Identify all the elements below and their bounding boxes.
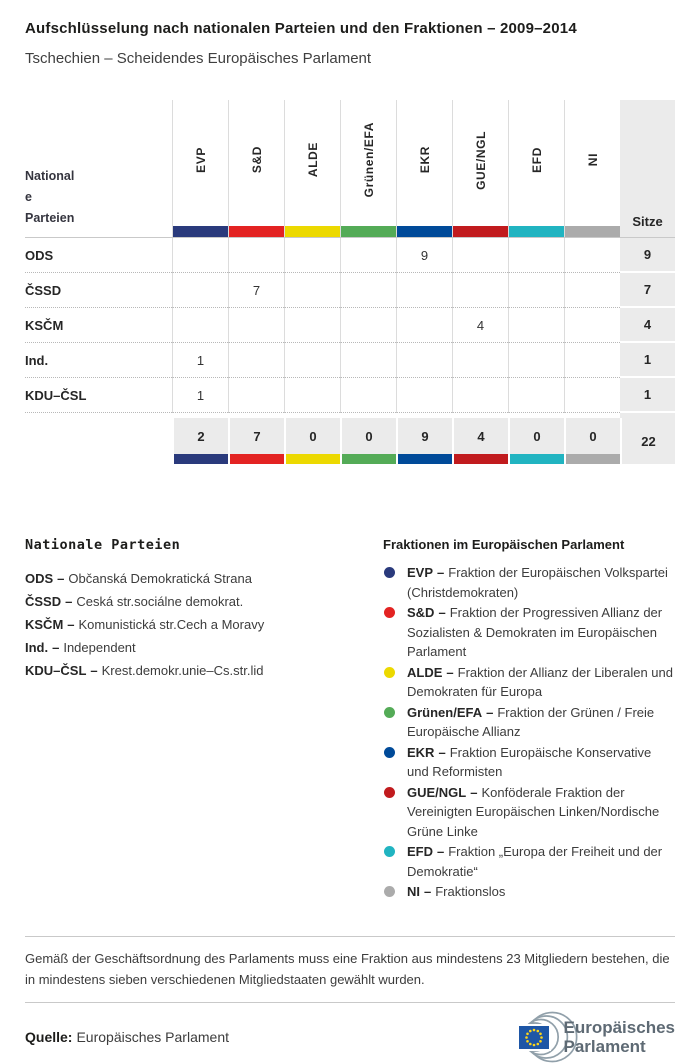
cell — [284, 238, 340, 273]
party-label: KSČM — [25, 308, 172, 343]
legend-item-efd: EFD – Fraktion „Europa der Freiheit und der Demokratie“ — [383, 842, 675, 881]
total-value: 0 — [566, 418, 620, 454]
faction-code-label: ALDE — [305, 142, 320, 178]
page-title: Aufschlüsselung nach nationalen Parteien und den Fraktionen – 2009–2014 — [25, 20, 577, 37]
faction-color-bar — [229, 226, 284, 237]
total-seats-cell: 22 — [620, 418, 675, 464]
column-header-ekr — [396, 100, 452, 237]
legend-factions-heading: Fraktionen im Europäischen Parlament — [383, 537, 625, 552]
source-row — [25, 1010, 675, 1064]
cell — [172, 308, 228, 343]
legend-item-kdu-csl: KDU–ČSL – Krest.demokr.unie–Cs.str.lid — [25, 663, 264, 678]
efd-color-dot — [384, 846, 395, 857]
cell — [508, 378, 564, 413]
faction-code-label: S&D — [249, 146, 264, 174]
cell — [508, 238, 564, 273]
legend-factions — [383, 537, 675, 903]
cell — [452, 343, 508, 378]
total-value: 2 — [174, 418, 228, 454]
faction-color-bar — [509, 226, 564, 237]
cell: 7 — [228, 273, 284, 308]
cell — [340, 238, 396, 273]
faction-color-bar — [341, 226, 396, 237]
faction-color-bar — [173, 226, 228, 237]
cell — [340, 343, 396, 378]
legend-item-gruenen-efa: Grünen/EFA – Fraktion der Grünen / Freie Europäische Allianz — [383, 703, 675, 742]
total-value: 9 — [398, 418, 452, 454]
gue-ngl-color-dot — [384, 787, 395, 798]
table-row-kdu-csl — [25, 378, 675, 413]
total-cell-efd — [508, 418, 564, 464]
faction-color-bar — [230, 454, 284, 464]
divider — [25, 1002, 675, 1003]
legend-item-gue-ngl: GUE/NGL – Konföderale Fraktion der Vereinigten Europäischen Linken/Nordische Grüne Linke — [383, 783, 675, 842]
cell — [508, 308, 564, 343]
legend-item-cssd: ČSSD – Ceská str.sociálne demokrat. — [25, 594, 244, 609]
cell — [284, 378, 340, 413]
total-value: 0 — [286, 418, 340, 454]
cell — [452, 273, 508, 308]
faction-code-label: EKR — [417, 146, 432, 174]
party-label: Ind. — [25, 343, 172, 378]
cell — [228, 308, 284, 343]
cell — [284, 273, 340, 308]
cell — [508, 343, 564, 378]
legend-section — [25, 537, 675, 903]
seats-cell: 1 — [620, 378, 675, 413]
seats-cell: 4 — [620, 308, 675, 343]
faction-code-label: NI — [585, 153, 600, 167]
ep-logo-wordmark: Europäisches Parlament — [563, 1017, 675, 1056]
cell: 4 — [452, 308, 508, 343]
legend-item-evp: EVP – Fraktion der Europäischen Volkspartei (Christdemokraten) — [383, 563, 675, 602]
faction-color-bar — [285, 226, 340, 237]
table-row-cssd — [25, 273, 675, 308]
cell — [284, 308, 340, 343]
cell — [284, 343, 340, 378]
party-label: KDU–ČSL — [25, 378, 172, 413]
legend-item-ind: Ind. – Independent — [25, 640, 136, 655]
cell: 1 — [172, 378, 228, 413]
faction-code-label: EFD — [529, 147, 544, 173]
total-cell-alde — [284, 418, 340, 464]
party-label: ČSSD — [25, 273, 172, 308]
total-cell-ni — [564, 418, 620, 464]
sd-color-dot — [384, 607, 395, 618]
footnote: Gemäß der Geschäftsordnung des Parlaments muss eine Fraktion aus mindestens 23 Mitgliedern bestehen, die in mindestens sieben verschiedenen Mitgliedstaaten gewählt wurden. — [25, 950, 670, 987]
total-value: 0 — [510, 418, 564, 454]
faction-color-bar — [453, 226, 508, 237]
ni-color-dot — [384, 886, 395, 897]
faction-color-bar — [566, 454, 620, 464]
source-text: Quelle: Europäisches Parlament — [25, 1028, 229, 1045]
total-value: 4 — [454, 418, 508, 454]
faction-code-label: EVP — [193, 147, 208, 173]
faction-color-bar — [174, 454, 228, 464]
column-header-gue-ngl — [452, 100, 508, 237]
column-header-efd — [508, 100, 564, 237]
column-header-gruenen-efa — [340, 100, 396, 237]
total-cell-sd — [228, 418, 284, 464]
table-row-ind — [25, 343, 675, 378]
legend-item-alde: ALDE – Fraktion der Allianz der Liberalen und Demokraten für Europa — [383, 663, 675, 702]
faction-color-bar — [286, 454, 340, 464]
cell — [172, 238, 228, 273]
faction-color-bar — [565, 226, 620, 237]
alde-color-dot — [384, 667, 395, 678]
cell — [340, 308, 396, 343]
column-header-alde — [284, 100, 340, 237]
cell — [564, 273, 620, 308]
cell — [396, 378, 452, 413]
column-header-sd — [228, 100, 284, 237]
total-value: 7 — [230, 418, 284, 454]
evp-color-dot — [384, 567, 395, 578]
total-value: 0 — [342, 418, 396, 454]
legend-item-sd: S&D – Fraktion der Progressiven Allianz der Sozialisten & Demokraten im Europäischen Parlament — [383, 603, 675, 662]
totals-row — [25, 418, 675, 464]
cell — [340, 273, 396, 308]
ekr-color-dot — [384, 747, 395, 758]
cell — [172, 273, 228, 308]
cell — [564, 238, 620, 273]
total-cell-evp — [172, 418, 228, 464]
faction-code-label: Grünen/EFA — [361, 122, 376, 198]
faction-color-bar — [398, 454, 452, 464]
corner-header — [25, 100, 172, 237]
column-header-evp — [172, 100, 228, 237]
cell: 9 — [396, 238, 452, 273]
table-header-row — [25, 100, 675, 238]
total-cell-gue-ngl — [452, 418, 508, 464]
faction-code-label: GUE/NGL — [473, 130, 488, 190]
legend-parties-heading: Nationale Parteien — [25, 537, 181, 553]
ep-hemicycle-icon — [487, 1010, 555, 1064]
gruenen-efa-color-dot — [384, 707, 395, 718]
table-row-kscm — [25, 308, 675, 343]
corner-header-label: Nationale Parteien — [25, 169, 75, 225]
total-cell-ekr — [396, 418, 452, 464]
table-row-ods — [25, 238, 675, 273]
legend-item-ni: NI – Fraktionslos — [383, 882, 675, 902]
cell — [452, 238, 508, 273]
cell — [564, 308, 620, 343]
total-cell-gruenen-efa — [340, 418, 396, 464]
legend-item-ekr: EKR – Fraktion Europäische Konservative und Reformisten — [383, 743, 675, 782]
party-label: ODS — [25, 238, 172, 273]
cell — [452, 378, 508, 413]
cell: 1 — [172, 343, 228, 378]
cell — [396, 308, 452, 343]
seats-table — [25, 100, 675, 464]
cell — [508, 273, 564, 308]
seats-cell: 7 — [620, 273, 675, 308]
faction-color-bar — [397, 226, 452, 237]
cell — [564, 378, 620, 413]
cell — [228, 378, 284, 413]
cell — [228, 238, 284, 273]
cell — [564, 343, 620, 378]
european-parliament-logo — [487, 1010, 676, 1064]
page-subtitle: Tschechien – Scheidendes Europäisches Parlament — [25, 50, 372, 67]
faction-color-bar — [510, 454, 564, 464]
legend-national-parties — [25, 537, 383, 903]
cell — [396, 343, 452, 378]
cell — [396, 273, 452, 308]
cell — [228, 343, 284, 378]
legend-item-ods: ODS – Občanská Demokratická Strana — [25, 571, 252, 586]
totals-label-cell — [25, 418, 172, 464]
seats-cell: 1 — [620, 343, 675, 378]
cell — [340, 378, 396, 413]
faction-color-bar — [454, 454, 508, 464]
legend-item-kscm: KSČM – Komunistická str.Cech a Moravy — [25, 617, 265, 632]
seats-column-header: Sitze — [620, 100, 675, 237]
seats-cell: 9 — [620, 238, 675, 273]
column-header-ni — [564, 100, 620, 237]
faction-color-bar — [342, 454, 396, 464]
